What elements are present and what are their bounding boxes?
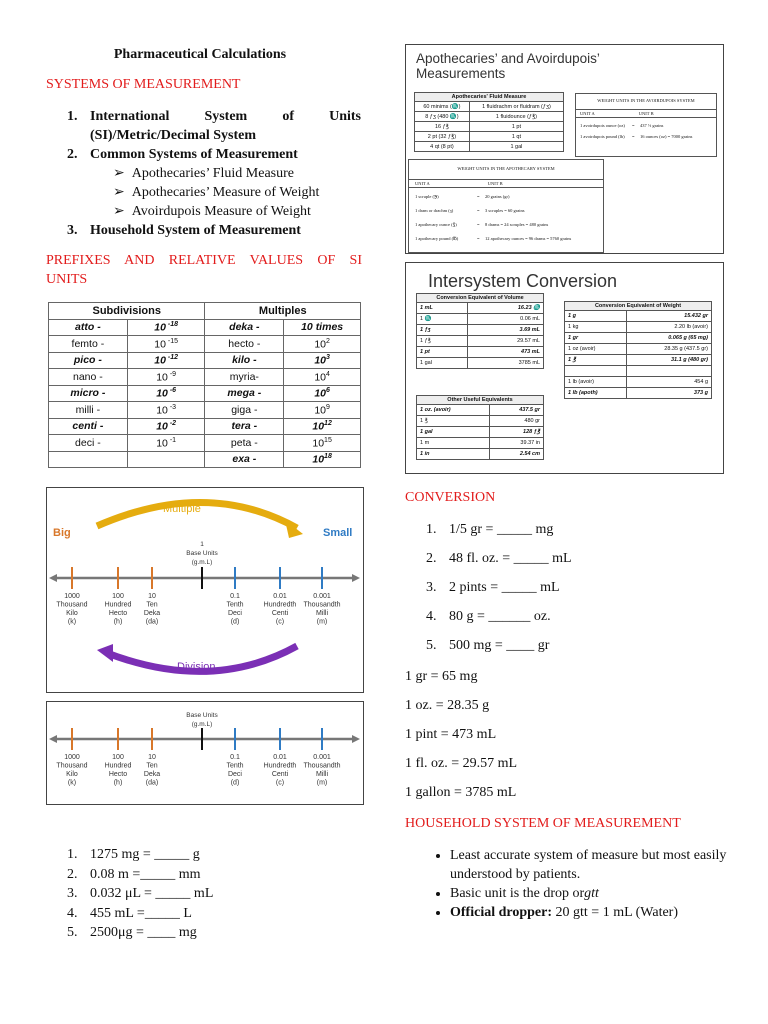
weight-table-head: UNIT A UNIT B [409,179,603,188]
tick-label: Deci [227,771,243,778]
tick-label: (k) [67,779,77,787]
problem-item: 5. 500 mg = ____ gr [426,638,550,653]
problem-item: 2. 0.08 m =_____ mm [67,866,201,882]
tick-label: 0.1 [230,754,240,761]
tick-label: (m) [316,618,328,626]
unit-scale-diagram-small [46,701,364,805]
prefixes-heading [46,251,362,289]
tick-label: (da) [145,779,159,787]
other-row [417,405,544,416]
tick-label: Thousandth [303,762,341,770]
household-heading: HOUSEHOLD SYSTEM OF MEASUREMENT [405,816,681,831]
conv-unit: 1 gal [417,358,468,369]
sub-value: 10 $^{-12}$ [127,352,205,369]
conversion-problems [426,515,572,660]
volume-table-title: Conversion Equivalent of Volume [417,294,544,303]
fluid-row [415,122,564,132]
item-text: Household System of Measurement [90,223,301,238]
systems-heading: SYSTEMS OF MEASUREMENT [46,77,241,92]
axis-right-arrow-icon [352,735,360,743]
sub-prefix: micro - [49,385,128,402]
mult-value: $10^{12}$ [284,418,361,435]
systems-item [67,107,362,126]
small-label: Small [323,527,353,539]
tick-label: Kilo [66,610,78,617]
mult-prefix: giga - [205,402,284,419]
prefix-row [49,418,361,435]
sub-value: 10 $^{-6}$ [127,385,205,402]
equivalent-item: 1 fl. oz. = 29.57 mL [405,756,518,771]
weight-conv-title: Conversion Equivalent of Weight [565,302,712,311]
fluid-row [415,142,564,152]
item-text-line2: (SI)/Metric/Decimal System [90,128,256,143]
tick-label: Kilo [66,771,78,778]
systems-item [67,145,362,164]
fluid-cell: 8 ƒʒ (480 ♏) [415,112,470,122]
weight-table-title: WEIGHT UNITS IN THE APOTHECARY SYSTEM [457,166,555,171]
conv-value: 473 mL [467,347,543,358]
tick-label: Tenth [226,601,244,609]
conv-unit: 1 pt [417,347,468,358]
sub-prefix [49,451,128,468]
prefix-row [49,385,361,402]
conv-value: 454 g [626,377,711,388]
conv-unit: 1 in [417,449,490,460]
item-number: 1. [67,109,78,124]
big-label: Big [53,527,71,539]
weight-row [565,322,712,333]
arrow-bullet-icon: ➢ [113,166,125,181]
fluid-row [415,112,564,122]
weight-row [565,388,712,399]
apothecaries-title: Apothecaries’ and Avoirdupois’ Measurements [416,51,600,81]
intersystem-image [405,262,724,474]
household-list [430,846,730,922]
prefix-row [49,352,361,369]
tick-label: Deka [143,771,161,778]
conv-value: 15.432 gr [626,311,711,322]
other-table-title: Other Useful Equivalents [417,396,544,405]
mult-value: $10^6$ [284,385,361,402]
tick-label: Ten [146,762,158,770]
volume-row [417,325,544,336]
tick-label: 0.01 [273,754,287,761]
volume-row [417,358,544,369]
base-gml-label: (g.m.L) [191,559,213,566]
conv-unit: 1 ♏ [417,314,468,325]
weight-row [565,366,712,377]
prefix-table [48,302,361,468]
conv-unit: 1 oz (avoir) [565,344,627,355]
tick-label: (d) [230,779,240,787]
household-bullet: • Basic unit is the drop orgtt [450,884,730,903]
weight-table [564,301,712,399]
subdivisions-header: Subdivisions [49,303,205,320]
fluid-cell: 60 minims (♏) [415,102,470,112]
fluid-row [415,132,564,142]
arrow-bullet-icon: ➢ [113,185,125,200]
conv-value: 16.23 ♏ [467,303,543,314]
common-subitems [67,164,362,221]
apothecaries-image [405,44,724,254]
weight-row [565,355,712,366]
tick-label: Thousand [56,601,88,609]
problem-item: 2. 48 fl. oz. = _____ mL [426,551,572,566]
conv-value [626,366,711,377]
conv-value: 29.57 mL [467,336,543,347]
problem-item: 1. 1275 mg = _____ g [67,847,200,862]
conv-value: 2.20 lb (avoir) [626,322,711,333]
tick-label: Centi [271,610,289,617]
mult-value: $10^{18}$ [284,451,361,468]
sub-prefix: atto - [49,319,128,336]
avoirdupois-table [575,93,717,157]
fluid-cell: 1 fluidounce (ƒ℥) [469,112,563,122]
problem-item: 4. 455 mL =_____ L [67,905,192,921]
mult-value: $10^9$ [284,402,361,419]
sub-value: 10 $^{-2}$ [127,418,205,435]
problem-item: 5. 2500μg = ____ mg [67,925,197,940]
conv-value: 31.1 g (480 gr) [626,355,711,366]
heading-line2: UNITS [46,272,88,287]
problem-item: 4. 80 g = ______ oz. [426,609,551,624]
tick-label: Deka [143,610,161,617]
mult-prefix: hecto - [205,336,284,353]
mult-prefix: myria- [205,369,284,386]
heading-line1: PREFIXES AND RELATIVE VALUES OF SI [46,253,362,268]
item-number: 2. [67,147,78,162]
mult-prefix: deka - [205,319,284,336]
weight-row: 1 dram or drachm (ʒ) = 3 scruples = 60 grains [415,208,525,213]
fluid-cell: 2 pt (32 ƒ℥) [415,132,470,142]
volume-row [417,303,544,314]
conv-unit: 1 oz. (avoir) [417,405,490,416]
systems-list [67,107,362,240]
prefix-row [49,451,361,468]
axis-right-arrow-icon [352,574,360,582]
tick-label: Deci [227,610,243,617]
sub-value: 10 $^{-1}$ [127,435,205,452]
division-arrowhead-icon [97,644,113,662]
base-one: 1 [200,541,204,548]
item-number: 3. [67,223,78,238]
conv-value: 3.69 mL [467,325,543,336]
mult-value: $10^3$ [284,352,361,369]
tick-label: 0.001 [313,593,331,600]
tick-label: (da) [145,618,159,626]
base-gml-label: (g.m.L) [191,721,213,728]
avoir-row: 1 avoirdupois pound (lb) = 16 ounces (oz) = 7000 grains [580,134,693,139]
prefix-row [49,369,361,386]
tick-label: (k) [67,618,77,626]
tick-label: 100 [112,754,124,761]
prefix-row [49,319,361,336]
tick-label: (m) [316,779,328,787]
sub-value: 10 $^{-18}$ [127,319,205,336]
si-problems [67,845,213,943]
fluid-measure-table [414,92,564,152]
fluid-cell: 1 pt [469,122,563,132]
tick-label: 1000 [64,593,80,600]
tick-label: Hecto [108,610,128,617]
fluid-table-title: Apothecaries' Fluid Measure [415,93,564,102]
mult-prefix: exa - [205,451,284,468]
mult-prefix: peta - [205,435,284,452]
household-bullet: • Least accurate system of measure but most easily understood by patients. [450,846,730,884]
problem-item: 3. 2 pints = _____ mL [426,580,560,595]
conv-value: 0.065 g (65 mg) [626,333,711,344]
prefix-row [49,336,361,353]
fluid-cell: 16 ƒ℥ [415,122,470,132]
sub-value: 10 $^{-9}$ [127,369,205,386]
page-title: Pharmaceutical Calculations [113,47,287,62]
other-row [417,427,544,438]
conv-unit: 1 gr [565,333,627,344]
base-units-label: Base Units [186,712,218,719]
sub-item: ➢ Apothecaries’ Measure of Weight [113,185,320,200]
mult-value: $10^2$ [284,336,361,353]
tick-label: (h) [113,779,123,787]
sub-prefix: centi - [49,418,128,435]
tick-label: 0.1 [230,593,240,600]
conv-value: 0.06 mL [467,314,543,325]
mult-value: $10^4$ [284,369,361,386]
unit-scale-svg-small [47,702,363,804]
tick-label: Milli [315,610,329,617]
multiple-label: Multiple [163,503,201,515]
sub-value [127,451,205,468]
unit-scale-svg [47,488,363,692]
conv-unit: 1 ƒ℥ [417,336,468,347]
multiples-header: Multiples [205,303,361,320]
unit-scale-diagram [46,487,364,693]
base-units-label: Base Units [186,550,218,557]
tick-label: 10 [148,754,156,761]
sub-prefix: nano - [49,369,128,386]
volume-row [417,347,544,358]
tick-label: Hundredth [263,601,297,609]
conversion-heading: CONVERSION [405,490,496,505]
conv-unit: 1 ℥ [417,416,490,427]
mult-prefix: tera - [205,418,284,435]
sub-prefix: pico - [49,352,128,369]
conv-value: 39.37 in [489,438,543,449]
tick-label: Thousand [56,762,88,770]
conv-value: 128 ƒ℥ [489,427,543,438]
conv-unit: 1 ℥ [565,355,627,366]
tick-label: Hundred [104,601,132,609]
conv-value: 3785 mL [467,358,543,369]
other-row [417,416,544,427]
tick-label: Milli [315,771,329,778]
conv-unit: 1 lb (apoth) [565,388,627,399]
tick-label: (c) [275,618,285,626]
division-label: Division [177,661,216,673]
apothecary-weight-table [408,159,604,253]
mult-value: 10 times [284,319,361,336]
fluid-cell: 4 qt (8 pt) [415,142,470,152]
tick-label: 1000 [64,754,80,761]
avoir-row: 1 avoirdupois ounce (oz) = 437 ½ grains [580,123,664,128]
fluid-cell: 1 gal [469,142,563,152]
tick-label: Hecto [108,771,128,778]
equivalent-item: 1 gallon = 3785 mL [405,785,517,800]
conv-unit: 1 kg [565,322,627,333]
intersystem-title: Intersystem Conversion [428,271,618,291]
tick-label: (h) [113,618,123,626]
avoir-table-head: UNIT A UNIT B [576,109,716,118]
sub-prefix: deci - [49,435,128,452]
tick-label: (c) [275,779,285,787]
item-text-line1: International System of Units [90,109,361,124]
tick-label: (d) [230,618,240,626]
weight-row [565,333,712,344]
equivalent-item: 1 oz. = 28.35 g [405,698,490,713]
conv-value: 480 gr [489,416,543,427]
conv-value: 2.54 cm [489,449,543,460]
volume-row [417,314,544,325]
household-bullet: • Official dropper: 20 gtt = 1 mL (Water) [450,903,730,922]
prefix-row [49,435,361,452]
prefix-row [49,402,361,419]
weight-row: 1 scruple (℈) = 20 grains (gr) [415,194,510,199]
mult-prefix: kilo - [205,352,284,369]
weight-row [565,344,712,355]
mult-prefix: mega - [205,385,284,402]
sub-value: 10 $^{-3}$ [127,402,205,419]
equivalent-item: 1 gr = 65 mg [405,669,478,684]
tick-label: Ten [146,601,158,609]
tick-label: Hundredth [263,762,297,770]
conv-value: 28.35 g (437.5 gr) [626,344,711,355]
conv-unit [565,366,627,377]
problem-item: 1. 1/5 gr = _____ mg [426,522,554,537]
item-text: Common Systems of Measurement [90,147,298,162]
arrow-bullet-icon: ➢ [113,204,125,219]
weight-row [565,377,712,388]
tick-label: 0.01 [273,593,287,600]
conv-unit: 1 g [565,311,627,322]
other-row [417,438,544,449]
problem-item: 3. 0.032 μL = _____ mL [67,886,214,901]
tick-label: 0.001 [313,754,331,761]
equivalents-list [405,662,517,807]
conv-value: 373 g [626,388,711,399]
sub-item: ➢ Apothecaries’ Fluid Measure [113,166,294,181]
weight-row: 1 apothecary pound (℔) = 12 apothecary ounces = 96 drams = 5760 grains [415,236,572,241]
mult-value: $10^{15}$ [284,435,361,452]
sub-value: 10 $^{-15}$ [127,336,205,353]
sub-prefix: femto - [49,336,128,353]
conv-value: 437.5 gr [489,405,543,416]
prefix-table-body [49,319,361,468]
avoir-table-title: WEIGHT UNITS IN THE AVOIRDUPOIS SYSTEM [597,98,695,103]
weight-row [565,311,712,322]
conv-unit: 1 lb (avoir) [565,377,627,388]
fluid-row [415,102,564,112]
tick-label: Thousandth [303,601,341,609]
tick-label: 100 [112,593,124,600]
sub-item: ➢ Avoirdupois Measure of Weight [113,204,311,219]
conv-unit: 1 mL [417,303,468,314]
conv-unit: 1 m [417,438,490,449]
equivalent-item: 1 pint = 473 mL [405,727,497,742]
systems-item [67,221,362,240]
axis-left-arrow-icon [49,574,57,582]
tick-label: Hundred [104,762,132,770]
other-row [417,449,544,460]
fluid-cell: 1 fluidrachm or fluidram (ƒʒ) [469,102,563,112]
fluid-cell: 1 qt [469,132,563,142]
volume-row [417,336,544,347]
volume-table [416,293,544,369]
conv-unit: 1 ƒʒ [417,325,468,336]
tick-label: Centi [271,771,289,778]
axis-left-arrow-icon [49,735,57,743]
sub-prefix: milli - [49,402,128,419]
weight-row: 1 apothecary ounce (℥) = 8 drams = 24 scruples = 480 grains [415,222,549,227]
conv-unit: 1 gal [417,427,490,438]
tick-label: Tenth [226,762,244,770]
other-equivalents-table [416,395,544,460]
tick-label: 10 [148,593,156,600]
